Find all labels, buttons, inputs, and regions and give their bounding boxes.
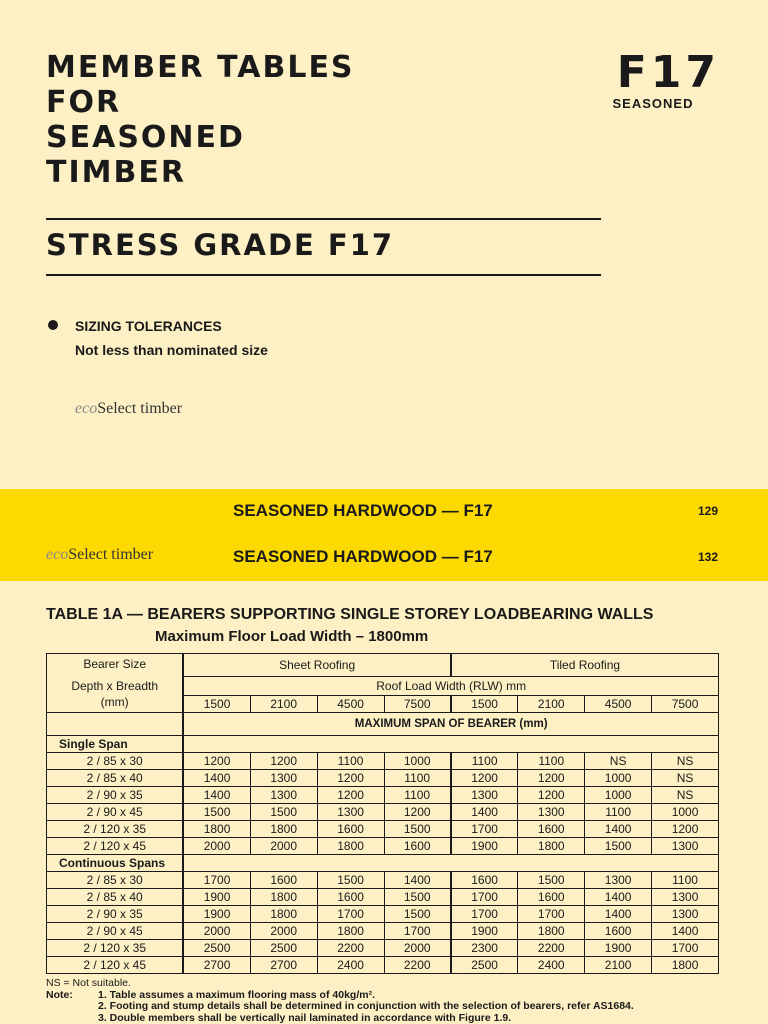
span-cell: 1800 [250,906,317,923]
bearer-size-cell: 2 / 85 x 40 [47,889,184,906]
rlw-value: 7500 [384,696,451,713]
table-section-row [47,855,719,872]
span-cell: 1100 [652,872,719,889]
span-cell: 1600 [518,889,585,906]
span-cell: 1700 [451,821,518,838]
span-cell: 1900 [451,923,518,940]
bearer-size-cell: 2 / 120 x 45 [47,838,184,855]
grade-code: F17 [616,47,720,98]
table-notes [46,978,634,1024]
ecoselect-logo: ecoSelect timber [46,546,154,563]
span-cell: 1200 [451,770,518,787]
span-cell: 1300 [652,838,719,855]
table-subtitle: Maximum Floor Load Width – 1800mm [155,628,429,645]
rlw-value: 7500 [652,696,719,713]
bearer-size-cell: 2 / 120 x 35 [47,821,184,838]
span-cell: 2400 [518,957,585,974]
bearer-size-header: Bearer Size Depth x Breadth (mm) [47,654,184,713]
ecoselect-logo: ecoSelect timber [75,400,183,417]
ns-note: NS = Not suitable. [46,977,131,989]
table-row [47,787,719,804]
span-cell: 2000 [384,940,451,957]
span-cell: NS [652,753,719,770]
span-cell: 1400 [585,889,652,906]
table-row [47,957,719,974]
table-row [47,872,719,889]
span-cell: 1900 [585,940,652,957]
span-cell: 1100 [384,787,451,804]
span-cell: 1900 [183,889,250,906]
table-row [47,753,719,770]
span-cell: 1200 [518,770,585,787]
span-cell: 2700 [250,957,317,974]
span-cell: 1100 [518,753,585,770]
span-cell: 1400 [585,906,652,923]
span-cell: 1000 [384,753,451,770]
span-cell: NS [652,787,719,804]
span-cell: 1200 [317,770,384,787]
table-row [47,838,719,855]
span-cell: 2000 [183,838,250,855]
span-cell: 2200 [518,940,585,957]
bearer-size-cell: 2 / 120 x 45 [47,957,184,974]
rlw-value: 4500 [317,696,384,713]
rlw-value: 1500 [451,696,518,713]
rlw-header: Roof Load Width (RLW) mm [183,677,718,696]
span-cell: 2200 [317,940,384,957]
stress-grade-heading: STRESS GRADE F17 [46,228,395,262]
contents-item-page[interactable]: 129 [698,504,719,518]
span-cell: 1500 [585,838,652,855]
contents-item-page[interactable]: 132 [698,550,719,564]
contents-item-label[interactable]: SEASONED HARDWOOD — F17 [233,501,493,520]
span-cell: 1700 [652,940,719,957]
note-item: 2. Footing and stump details shall be determined in conjunction with the selection of bearers, refer AS1684. [98,1000,634,1012]
span-cell: 1200 [384,804,451,821]
title-line: FOR [46,85,122,120]
span-cell: 1600 [518,821,585,838]
span-cell: NS [652,770,719,787]
span-cell: 1700 [384,923,451,940]
span-cell: 1100 [317,753,384,770]
section-label: Single Span [47,736,184,753]
span-cell: 1300 [250,770,317,787]
note-item: 1. Table assumes a maximum flooring mass of 40kg/m². [98,988,375,1001]
span-cell: 1000 [652,804,719,821]
span-cell: 1700 [518,906,585,923]
span-cell: 1400 [183,787,250,804]
span-cell: 1800 [518,838,585,855]
contents-item-label[interactable]: SEASONED HARDWOOD — F17 [233,547,493,566]
span-cell: 2700 [183,957,250,974]
bearer-size-cell: 2 / 85 x 40 [47,770,184,787]
span-cell: 2100 [585,957,652,974]
span-cell: 1400 [652,923,719,940]
span-cell: 1500 [384,906,451,923]
span-cell: 1400 [384,872,451,889]
span-cell: 2200 [384,957,451,974]
span-cell: 1200 [652,821,719,838]
table-row [47,770,719,787]
rlw-value: 2100 [518,696,585,713]
span-cell: 1300 [652,889,719,906]
span-cell: 2500 [451,957,518,974]
span-cell: 1400 [183,770,250,787]
span-cell: 1300 [585,872,652,889]
span-cell: 1700 [317,906,384,923]
rlw-value: 2100 [250,696,317,713]
table-row [47,906,719,923]
grade-subtitle: SEASONED [612,96,694,111]
note-label: Note: [46,988,73,1001]
span-cell: 2400 [317,957,384,974]
divider [46,218,601,220]
table-title: TABLE 1A — BEARERS SUPPORTING SINGLE STOREY LOADBEARING WALLS [46,606,654,623]
bullet-icon [48,320,58,330]
span-cell: 1300 [317,804,384,821]
span-cell: 1800 [317,838,384,855]
span-cell: 1500 [518,872,585,889]
span-cell: 1400 [451,804,518,821]
tiled-roofing-header: Tiled Roofing [451,654,719,677]
table-row [47,821,719,838]
bearer-span-table [46,653,719,974]
span-cell: 1100 [384,770,451,787]
span-cell: 1200 [183,753,250,770]
bearer-size-cell: 2 / 90 x 35 [47,906,184,923]
span-cell: 2300 [451,940,518,957]
span-cell: 1300 [518,804,585,821]
span-cell: 1900 [183,906,250,923]
note-item: 3. Double members shall be vertically nail laminated in accordance with Figure 1.9. [98,1011,512,1024]
span-cell: 1000 [585,787,652,804]
span-cell: 1200 [250,753,317,770]
tolerances-heading: SIZING TOLERANCES [75,318,222,334]
span-cell: 1500 [250,804,317,821]
span-cell: 1900 [451,838,518,855]
span-cell: 2500 [183,940,250,957]
table-row [47,940,719,957]
rlw-value: 4500 [585,696,652,713]
span-cell: 1600 [585,923,652,940]
span-cell: 2000 [250,923,317,940]
span-cell: 1500 [183,804,250,821]
span-cell: 1600 [317,889,384,906]
span-cell: 1500 [384,889,451,906]
span-cell: 2500 [250,940,317,957]
span-cell: 1300 [652,906,719,923]
span-cell: 2000 [250,838,317,855]
sheet-roofing-header: Sheet Roofing [183,654,451,677]
span-cell: 1500 [384,821,451,838]
span-cell: 1600 [250,872,317,889]
span-cell: 1800 [652,957,719,974]
span-cell: 1700 [451,889,518,906]
span-cell: 1400 [585,821,652,838]
span-cell: 1800 [250,889,317,906]
bearer-size-cell: 2 / 85 x 30 [47,872,184,889]
span-cell: 1200 [317,787,384,804]
table-row [47,889,719,906]
span-cell: 1700 [183,872,250,889]
table-section-row [47,736,719,753]
span-cell: 1100 [585,804,652,821]
span-cell: 1600 [451,872,518,889]
span-cell: 1500 [317,872,384,889]
span-cell: 1800 [518,923,585,940]
span-cell: 1600 [317,821,384,838]
bearer-size-cell: 2 / 90 x 45 [47,804,184,821]
span-cell: 1800 [317,923,384,940]
span-cell: 1200 [518,787,585,804]
title-line: SEASONED [46,120,245,155]
span-cell: 1600 [384,838,451,855]
span-cell: 1300 [250,787,317,804]
tolerances-text: Not less than nominated size [75,342,268,358]
bearer-size-cell: 2 / 90 x 45 [47,923,184,940]
span-cell: 2000 [183,923,250,940]
span-cell: 1300 [451,787,518,804]
section-label: Continuous Spans [47,855,184,872]
bearer-size-cell: 2 / 120 x 35 [47,940,184,957]
title-line: TIMBER [46,155,186,190]
table-row [47,923,719,940]
span-cell: 1100 [451,753,518,770]
page-title [46,50,355,190]
rlw-value: 1500 [183,696,250,713]
span-header: MAXIMUM SPAN OF BEARER (mm) [183,713,718,736]
bearer-size-cell: 2 / 85 x 30 [47,753,184,770]
span-cell: 1800 [250,821,317,838]
span-cell: 1000 [585,770,652,787]
bearer-size-cell: 2 / 90 x 35 [47,787,184,804]
span-cell: NS [585,753,652,770]
divider [46,274,601,276]
title-line: MEMBER TABLES [46,50,355,85]
span-cell: 1800 [183,821,250,838]
span-cell: 1700 [451,906,518,923]
table-row [47,804,719,821]
